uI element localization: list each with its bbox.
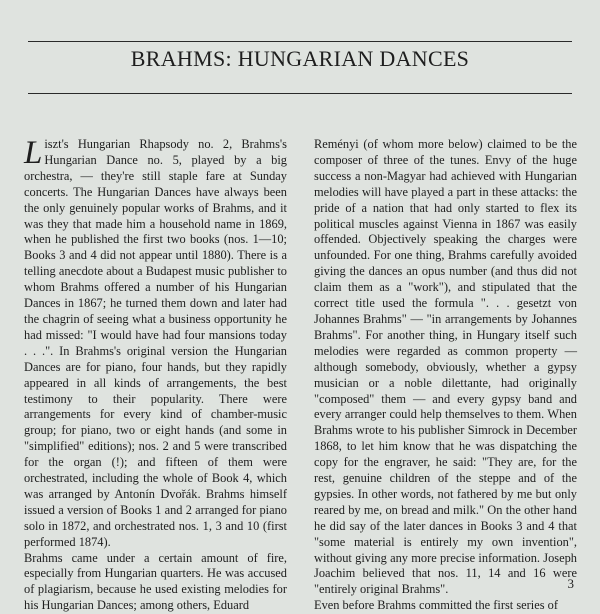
paragraph: [24, 137, 287, 551]
left-column: [24, 137, 287, 614]
paragraph-text: Reményi (of whom more below) claimed to be the composer of three of the tunes. Envy of the huge success a non-Magyar had achieved with Hungarian melodies will have played a part in these attacks: the pride of a nation that had only started to flex its political muscles against Vienna in 1867 was easily offended. Objectively speaking the charges were unfounded. For one thing, Brahms carefully avoided giving the dances an opus number (and thus did not claim them as a "work"), and stipulated that the correct title used the formula ". . . gesetzt von Johannes Brahms" — "in arrangements by Johannes Brahms". For another thing, in Hungary itself such melodies were regarded as common property — although somebody, obviously, whether a gypsy musician or a noble dilettante, had originally "composed" them — and every gypsy band and every arranger could help themselves to them. When Brahms wrote to his publisher Simrock in December 1868, to let him know that he was dispatching the copy for the engraver, he said: "They are, for the rest, genuine children of the steppe and of the gypsies. In other words, not fathered by me but only reared by me, on bread and milk." On the other hand he did say of the later dances in Books 3 and 4 that "some material is entirely my own invention", without giving any more precise information. Joseph Joachim believed that nos. 11, 14 and 16 were "entirely original Brahms".: [314, 137, 577, 597]
bottom-rule: [28, 93, 572, 94]
paragraph: [314, 137, 577, 598]
right-column: [314, 137, 577, 614]
paragraph-text: Brahms came under a certain amount of fire, especially from Hungarian quarters. He was accused of plagiarism, because he used existing melodies for his Hungarian Dances; among others, Eduard: [24, 550, 287, 613]
paragraph-text: Even before Brahms committed the first series of: [314, 598, 558, 613]
top-rule: [28, 41, 572, 42]
page-title: BRAHMS: HUNGARIAN DANCES: [130, 46, 470, 71]
drop-cap: L: [24, 135, 43, 171]
paragraph-text: iszt's Hungarian Rhapsody no. 2, Brahms's Hungarian Dance no. 5, played by a big orchestra, — they're still staple fare at Sunday concerts. The Hungarian Dances have always been the only genuinely popular works of Brahms, and it was they that made him a household name in 1869, when he published the first two books (nos. 1—10; Books 3 and 4 did not appear until 1880). There is a telling anecdote about a Budapest music publisher to whom Brahms offered a number of his Hungarian Dances in 1867; he turned them down and later had the chagrin of seeing what a business opportunity he had missed: "I would have had four mansions today . . .". In Brahms's original version the Hungarian Dances are for piano, four hands, but they rapidly appeared in all kinds of arrangements, the best testimony to their popularity. There were arrangements for every kind of chamber-music group; for piano, two or eight hands (and some in "simplified" editions); nos. 2 and 5 were transcribed for the organ (!); and fifteen of them were orchestrated, including the whole of Book 4, which was arranged by Antonín Dvořák. Brahms himself issued a version of Books 1 and 2 arranged for piano solo in 1872, and orchestrated nos. 1, 3 and 10 (first performed 1874).: [24, 137, 287, 549]
paragraph: [24, 551, 287, 614]
page-number: 3: [567, 576, 574, 591]
paragraph: [314, 598, 577, 614]
